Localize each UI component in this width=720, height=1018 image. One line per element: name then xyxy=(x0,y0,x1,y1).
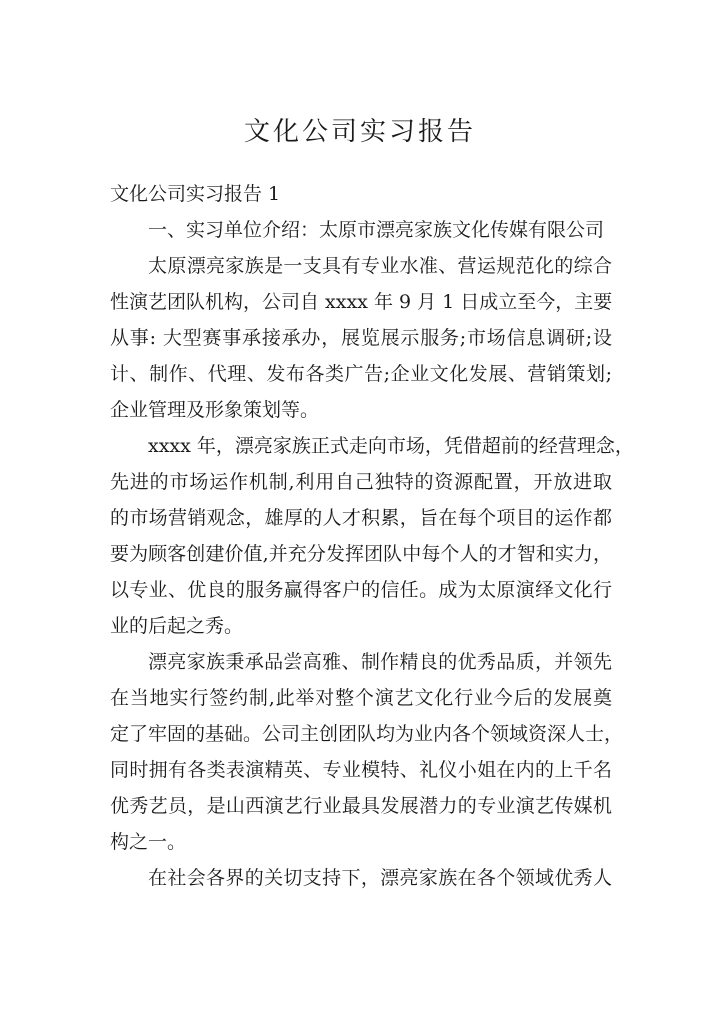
document-title: 文化公司实习报告 xyxy=(243,117,476,147)
paragraph-line: 计、制作、代理、发布各类广告;企业文化发展、营销策划; xyxy=(110,363,612,385)
paragraph-line: 以专业、优良的服务赢得客户的信任。成为太原演绎文化行 xyxy=(110,579,612,601)
report-subtitle: 文化公司实习报告 1 xyxy=(110,183,281,205)
paragraph-line: 从事: 大型赛事承接承办，展览展示服务;市场信息调研;设 xyxy=(110,327,612,349)
paragraph-line: 在当地实行签约制,此举对整个演艺文化行业今后的发展奠 xyxy=(110,687,612,709)
paragraph-line: 构之一。 xyxy=(110,831,187,853)
paragraph-line: 企业管理及形象策划等。 xyxy=(110,399,320,421)
paragraph-line: xxxx 年，漂亮家族正式走向市场，凭借超前的经营理念， xyxy=(148,435,634,457)
paragraph-line: 漂亮家族秉承品尝高雅、制作精良的优秀品质，并领先 xyxy=(148,651,612,673)
paragraph-line: 定了牢固的基础。公司主创团队均为业内各个领域资深人士， xyxy=(110,723,624,745)
paragraph-3 xyxy=(110,644,624,860)
paragraph-line: 在社会各界的关切支持下，漂亮家族在各个领域优秀人 xyxy=(148,867,612,889)
paragraph-line: 同时拥有各类表演精英、专业模特、礼仪小姐在内的上千名 xyxy=(110,759,612,781)
paragraph-line: 业的后起之秀。 xyxy=(110,615,244,637)
section-heading: 一、实习单位介绍：太原市漂亮家族文化传媒有限公司 xyxy=(148,219,605,241)
paragraph-4 xyxy=(110,860,612,896)
paragraph-line: 的市场营销观念，雄厚的人才积累，旨在每个项目的运作都 xyxy=(110,507,612,529)
paragraph-1 xyxy=(110,248,612,428)
paragraph-line: 要为顾客创建价值,并充分发挥团队中每个人的才智和实力， xyxy=(110,543,612,565)
paragraph-line: 性演艺团队机构，公司自 xxxx 年 9 月 1 日成立至今，主要 xyxy=(110,291,613,313)
paragraph-2 xyxy=(110,428,634,644)
paragraph-line: 太原漂亮家族是一支具有专业水准、营运规范化的综合 xyxy=(148,255,612,277)
document-body xyxy=(110,176,634,896)
paragraph-line: 先进的市场运作机制,利用自己独特的资源配置，开放进取 xyxy=(110,471,612,493)
paragraph-line: 优秀艺员，是山西演艺行业最具发展潜力的专业演艺传媒机 xyxy=(110,795,612,817)
